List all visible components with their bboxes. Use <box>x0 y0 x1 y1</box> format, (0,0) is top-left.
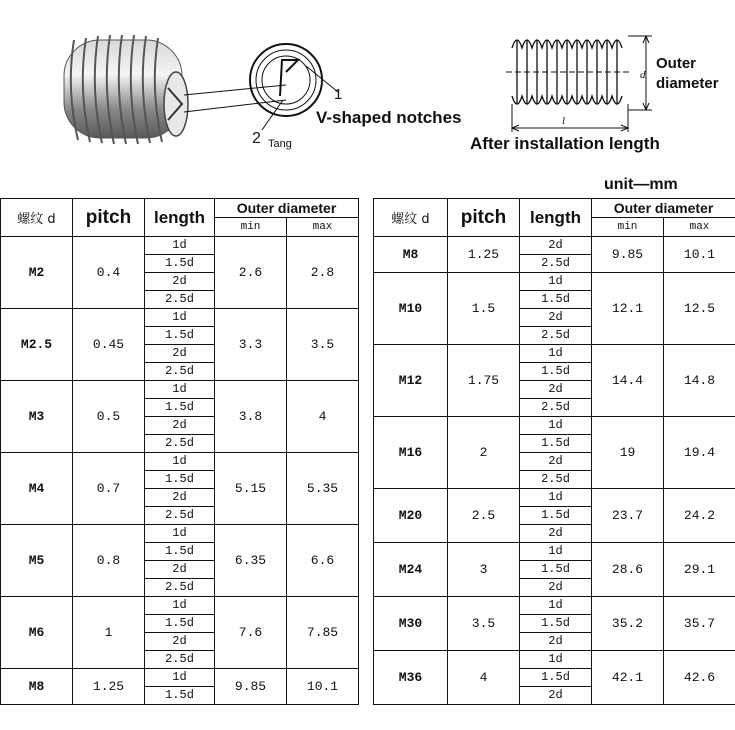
pitch-cell: 1.25 <box>73 669 145 705</box>
thread-cell: M20 <box>374 489 448 543</box>
length-cell: 1.5d <box>145 327 215 345</box>
length-cell: 1d <box>520 597 592 615</box>
unit-label: unit—mm <box>604 176 678 193</box>
table-row <box>1 237 359 255</box>
length-cell: 2.5d <box>520 471 592 489</box>
installed-spring-icon <box>506 36 652 132</box>
spec-table-left-body <box>1 237 359 705</box>
max-diameter-cell: 29.1 <box>664 543 735 597</box>
length-cell: 2.5d <box>520 327 592 345</box>
length-cell: 2.5d <box>520 399 592 417</box>
min-diameter-cell: 28.6 <box>592 543 664 597</box>
header-min: min <box>592 218 664 237</box>
length-cell: 2d <box>520 453 592 471</box>
header-max: max <box>664 218 735 237</box>
header-thread: 螺纹 d <box>1 199 73 237</box>
table-row <box>374 597 735 615</box>
diagram-drawing <box>0 0 735 195</box>
length-cell: 2d <box>145 489 215 507</box>
header-pitch: pitch <box>448 199 520 237</box>
min-diameter-cell: 5.15 <box>215 453 287 525</box>
length-cell: 2d <box>145 561 215 579</box>
outer-diameter-label-line2: diameter <box>656 75 719 92</box>
diagram-area <box>0 0 735 195</box>
header-pitch: pitch <box>73 199 145 237</box>
length-cell: 1d <box>520 543 592 561</box>
install-length-label: After installation length <box>470 134 660 153</box>
length-cell: 2d <box>520 633 592 651</box>
pitch-cell: 0.5 <box>73 381 145 453</box>
min-diameter-cell: 3.8 <box>215 381 287 453</box>
length-cell: 2d <box>145 345 215 363</box>
length-cell: 1.5d <box>145 687 215 705</box>
length-cell: 2d <box>145 273 215 291</box>
thread-cell: M16 <box>374 417 448 489</box>
length-cell: 2.5d <box>520 255 592 273</box>
thread-cell: M8 <box>1 669 73 705</box>
pitch-cell: 1.5 <box>448 273 520 345</box>
table-row <box>1 309 359 327</box>
header-max: max <box>287 218 359 237</box>
length-cell: 1d <box>145 237 215 255</box>
max-diameter-cell: 5.35 <box>287 453 359 525</box>
length-cell: 1.5d <box>520 291 592 309</box>
table-row <box>1 381 359 399</box>
thread-cell: M3 <box>1 381 73 453</box>
length-cell: 1.5d <box>145 471 215 489</box>
length-cell: 1d <box>145 525 215 543</box>
max-diameter-cell: 35.7 <box>664 597 735 651</box>
length-cell: 1.5d <box>520 363 592 381</box>
min-diameter-cell: 9.85 <box>215 669 287 705</box>
spec-table-right <box>373 198 735 705</box>
max-diameter-cell: 12.5 <box>664 273 735 345</box>
spec-table-left <box>0 198 359 705</box>
spec-table-right-body <box>374 237 735 705</box>
thread-cell: M8 <box>374 237 448 273</box>
table-row <box>374 651 735 669</box>
svg-text:d: d <box>640 69 646 81</box>
table-row <box>1 453 359 471</box>
table-row <box>374 237 735 255</box>
min-diameter-cell: 12.1 <box>592 273 664 345</box>
length-cell: 1d <box>520 273 592 291</box>
max-diameter-cell: 24.2 <box>664 489 735 543</box>
length-cell: 2d <box>520 687 592 705</box>
length-cell: 1.5d <box>145 615 215 633</box>
length-cell: 1.5d <box>520 615 592 633</box>
table-row <box>1 597 359 615</box>
length-cell: 1.5d <box>520 435 592 453</box>
pitch-cell: 2.5 <box>448 489 520 543</box>
header-min: min <box>215 218 287 237</box>
max-diameter-cell: 10.1 <box>664 237 735 273</box>
thread-cell: M2.5 <box>1 309 73 381</box>
pitch-cell: 1.75 <box>448 345 520 417</box>
length-cell: 1d <box>145 669 215 687</box>
table-row <box>374 489 735 507</box>
max-diameter-cell: 6.6 <box>287 525 359 597</box>
min-diameter-cell: 6.35 <box>215 525 287 597</box>
length-cell: 1d <box>145 453 215 471</box>
length-cell: 1d <box>145 597 215 615</box>
length-cell: 2d <box>520 381 592 399</box>
outer-diameter-label <box>656 54 719 94</box>
min-diameter-cell: 42.1 <box>592 651 664 705</box>
header-length: length <box>145 199 215 237</box>
table-row <box>1 669 359 687</box>
thread-cell: M2 <box>1 237 73 309</box>
coil-end-view-icon <box>250 44 322 116</box>
length-cell: 1d <box>145 309 215 327</box>
pitch-cell: 0.7 <box>73 453 145 525</box>
table-row <box>374 417 735 435</box>
length-cell: 1.5d <box>520 669 592 687</box>
length-cell: 2d <box>145 633 215 651</box>
thread-cell: M12 <box>374 345 448 417</box>
min-diameter-cell: 9.85 <box>592 237 664 273</box>
length-cell: 1.5d <box>145 399 215 417</box>
pitch-cell: 0.8 <box>73 525 145 597</box>
pitch-cell: 4 <box>448 651 520 705</box>
length-cell: 2d <box>520 579 592 597</box>
callout-1-label: 1 <box>334 86 343 103</box>
pitch-cell: 3 <box>448 543 520 597</box>
length-cell: 1.5d <box>520 507 592 525</box>
notch-label: V-shaped notches <box>316 108 462 127</box>
max-diameter-cell: 2.8 <box>287 237 359 309</box>
length-cell: 2.5d <box>145 651 215 669</box>
pitch-cell: 2 <box>448 417 520 489</box>
table-row <box>1 525 359 543</box>
length-cell: 2.5d <box>145 291 215 309</box>
length-cell: 2.5d <box>145 507 215 525</box>
length-cell: 2d <box>520 309 592 327</box>
length-cell: 1d <box>520 417 592 435</box>
length-cell: 2.5d <box>145 579 215 597</box>
max-diameter-cell: 4 <box>287 381 359 453</box>
length-cell: 2.5d <box>145 363 215 381</box>
min-diameter-cell: 14.4 <box>592 345 664 417</box>
header-outer-diameter: Outer diameter <box>215 199 359 218</box>
length-cell: 1d <box>145 381 215 399</box>
pitch-cell: 1.25 <box>448 237 520 273</box>
length-cell: 2d <box>520 237 592 255</box>
min-diameter-cell: 19 <box>592 417 664 489</box>
table-row <box>374 543 735 561</box>
length-cell: 2d <box>520 525 592 543</box>
min-diameter-cell: 23.7 <box>592 489 664 543</box>
pitch-cell: 0.45 <box>73 309 145 381</box>
svg-text:l: l <box>562 115 566 127</box>
min-diameter-cell: 3.3 <box>215 309 287 381</box>
thread-cell: M5 <box>1 525 73 597</box>
max-diameter-cell: 7.85 <box>287 597 359 669</box>
max-diameter-cell: 3.5 <box>287 309 359 381</box>
max-diameter-cell: 42.6 <box>664 651 735 705</box>
length-cell: 1.5d <box>145 543 215 561</box>
length-cell: 1d <box>520 651 592 669</box>
length-cell: 1d <box>520 489 592 507</box>
table-row <box>374 273 735 291</box>
pitch-cell: 1 <box>73 597 145 669</box>
outer-diameter-label-line1: Outer <box>656 55 697 72</box>
thread-cell: M24 <box>374 543 448 597</box>
max-diameter-cell: 14.8 <box>664 345 735 417</box>
max-diameter-cell: 10.1 <box>287 669 359 705</box>
leader-lines <box>184 66 338 130</box>
pitch-cell: 0.4 <box>73 237 145 309</box>
header-length: length <box>520 199 592 237</box>
thread-cell: M6 <box>1 597 73 669</box>
min-diameter-cell: 2.6 <box>215 237 287 309</box>
length-cell: 2d <box>145 417 215 435</box>
header-thread: 螺纹 d <box>374 199 448 237</box>
thread-cell: M4 <box>1 453 73 525</box>
thread-cell: M30 <box>374 597 448 651</box>
callout-2-label: 2 <box>252 130 261 147</box>
length-cell: 1.5d <box>520 561 592 579</box>
thread-cell: M36 <box>374 651 448 705</box>
length-cell: 1d <box>520 345 592 363</box>
table-row <box>374 345 735 363</box>
max-diameter-cell: 19.4 <box>664 417 735 489</box>
header-outer-diameter: Outer diameter <box>592 199 735 218</box>
min-diameter-cell: 35.2 <box>592 597 664 651</box>
coil-insert-photo-icon <box>64 35 188 144</box>
pitch-cell: 3.5 <box>448 597 520 651</box>
thread-cell: M10 <box>374 273 448 345</box>
length-cell: 2.5d <box>145 435 215 453</box>
min-diameter-cell: 7.6 <box>215 597 287 669</box>
length-cell: 1.5d <box>145 255 215 273</box>
tang-label: Tang <box>268 138 292 150</box>
